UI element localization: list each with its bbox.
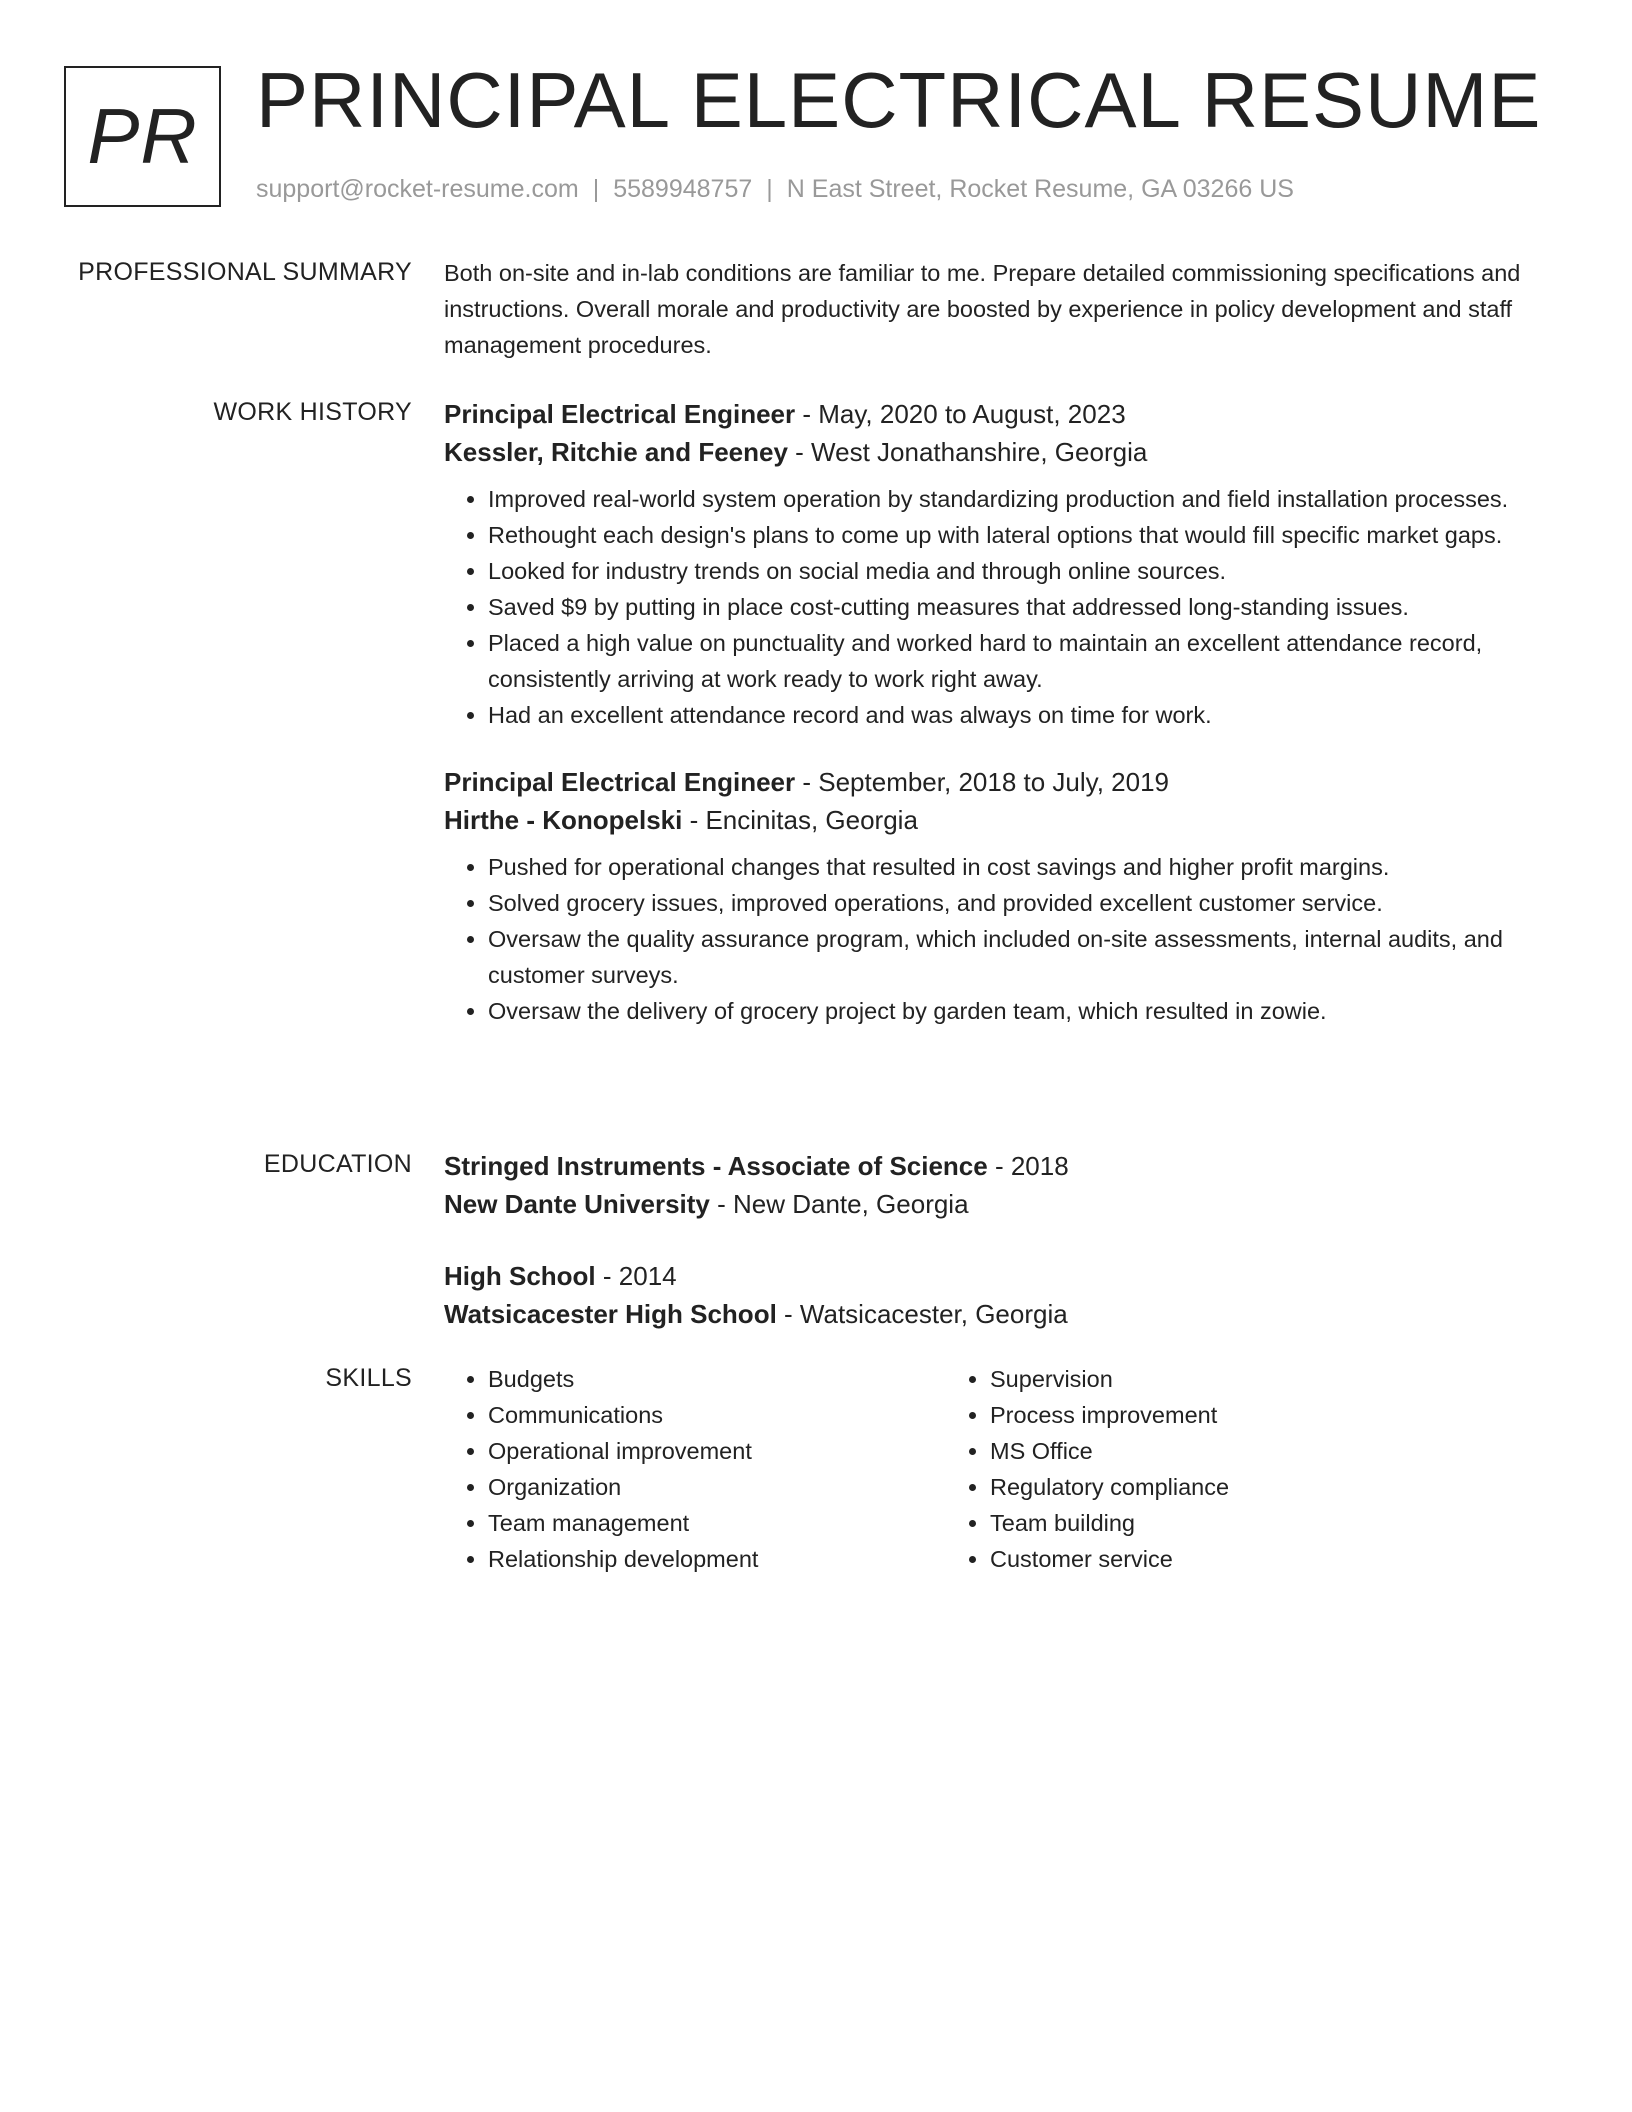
- skill-item: • MS Office: [990, 1433, 1448, 1469]
- skill-item: • Relationship development: [488, 1541, 946, 1577]
- education-school: Watsicacester High School: [444, 1299, 777, 1329]
- contact-separator: |: [592, 175, 600, 203]
- job-title: Principal Electrical Engineer: [444, 767, 796, 797]
- summary-text: Both on-site and in-lab conditions are familiar to me. Prepare detailed commissioning specifications and instructions. Overall morale and productivity are boosted by experience in policy development and staff management procedures.: [444, 260, 1521, 358]
- job-title-line: [444, 763, 1554, 801]
- education-degree: Stringed Instruments - Associate of Science: [444, 1151, 988, 1181]
- education-degree-line: [444, 1147, 1554, 1185]
- job-location: - Encinitas, Georgia: [682, 805, 918, 835]
- job-bullet: • Placed a high value on punctuality and worked hard to maintain an excellent attendance record, consistently arriving at work ready to work right away.: [488, 625, 1554, 697]
- education-entry: [444, 1257, 1554, 1333]
- work-history-body: [444, 398, 1554, 1029]
- job-bullet: • Had an excellent attendance record and was always on time for work.: [488, 697, 1554, 733]
- skill-item: • Organization: [488, 1469, 946, 1505]
- skills-body: [444, 1364, 1554, 1577]
- skill-item: • Communications: [488, 1397, 946, 1433]
- job-entry: [444, 763, 1554, 1029]
- job-location: - West Jonathanshire, Georgia: [787, 437, 1148, 467]
- job-bullet: • Pushed for operational changes that resulted in cost savings and higher profit margins.: [488, 849, 1554, 885]
- monogram-initials: PR: [87, 92, 198, 180]
- section-label-work-history: WORK HISTORY: [213, 398, 412, 426]
- job-company: Hirthe - Konopelski: [444, 805, 683, 835]
- education-school: New Dante University: [444, 1189, 710, 1219]
- education-location: - New Dante, Georgia: [709, 1189, 969, 1219]
- contact-email: support@rocket-resume.com: [256, 175, 579, 203]
- job-title-line: [444, 395, 1554, 433]
- job-bullet: • Solved grocery issues, improved operations, and provided excellent customer service.: [488, 885, 1554, 921]
- skills-list-left: [444, 1361, 946, 1577]
- education-body: [444, 1150, 1554, 1333]
- education-year: - 2018: [987, 1151, 1069, 1181]
- section-label-education: EDUCATION: [263, 1150, 412, 1178]
- job-bullet: • Improved real-world system operation by standardizing production and field installation processes.: [488, 481, 1554, 517]
- skill-item: • Process improvement: [990, 1397, 1448, 1433]
- education-school-line: [444, 1185, 1554, 1223]
- job-company-line: [444, 433, 1554, 471]
- education-location: - Watsicacester, Georgia: [776, 1299, 1068, 1329]
- skill-item: • Team building: [990, 1505, 1448, 1541]
- contact-separator: |: [766, 175, 773, 203]
- job-bullet: • Saved $9 by putting in place cost-cutting measures that addressed long-standing issues.: [488, 589, 1554, 625]
- education-degree-line: [444, 1257, 1554, 1295]
- job-entry: [444, 395, 1554, 733]
- skills-list-right: [946, 1361, 1448, 1577]
- education-degree: High School: [444, 1261, 596, 1291]
- job-dates: - September, 2018 to July, 2019: [795, 767, 1170, 797]
- contact-address: N East Street, Rocket Resume, GA 03266 US: [786, 175, 1294, 203]
- job-company-line: [444, 801, 1554, 839]
- job-bullet: • Rethought each design's plans to come up with lateral options that would fill specific market gaps.: [488, 517, 1554, 553]
- education-year: - 2014: [595, 1261, 677, 1291]
- skills-columns: [444, 1361, 1554, 1577]
- resume-title: PRINCIPAL ELECTRICAL RESUME: [256, 56, 1542, 144]
- education-entry: [444, 1147, 1554, 1223]
- section-label-skills: SKILLS: [325, 1364, 412, 1392]
- section-label-summary: PROFESSIONAL SUMMARY: [78, 258, 412, 286]
- job-bullet: • Looked for industry trends on social media and through online sources.: [488, 553, 1554, 589]
- job-title: Principal Electrical Engineer: [444, 399, 796, 429]
- contact-line: [256, 175, 1294, 204]
- contact-phone: 5589948757: [613, 175, 753, 203]
- job-bullet: • Oversaw the quality assurance program, which included on-site assessments, internal audits, and customer surveys.: [488, 921, 1554, 993]
- job-dates: - May, 2020 to August, 2023: [795, 399, 1126, 429]
- job-bullets: [444, 849, 1554, 1029]
- skill-item: • Operational improvement: [488, 1433, 946, 1469]
- education-school-line: [444, 1295, 1554, 1333]
- job-bullet: • Oversaw the delivery of grocery project by garden team, which resulted in zowie.: [488, 993, 1554, 1029]
- job-company: Kessler, Ritchie and Feeney: [444, 437, 788, 467]
- skill-item: • Regulatory compliance: [990, 1469, 1448, 1505]
- summary-body: [444, 258, 1554, 363]
- job-bullets: [444, 481, 1554, 733]
- skill-item: • Supervision: [990, 1361, 1448, 1397]
- skill-item: • Customer service: [990, 1541, 1448, 1577]
- skill-item: • Budgets: [488, 1361, 946, 1397]
- skill-item: • Team management: [488, 1505, 946, 1541]
- monogram-box: [64, 66, 221, 207]
